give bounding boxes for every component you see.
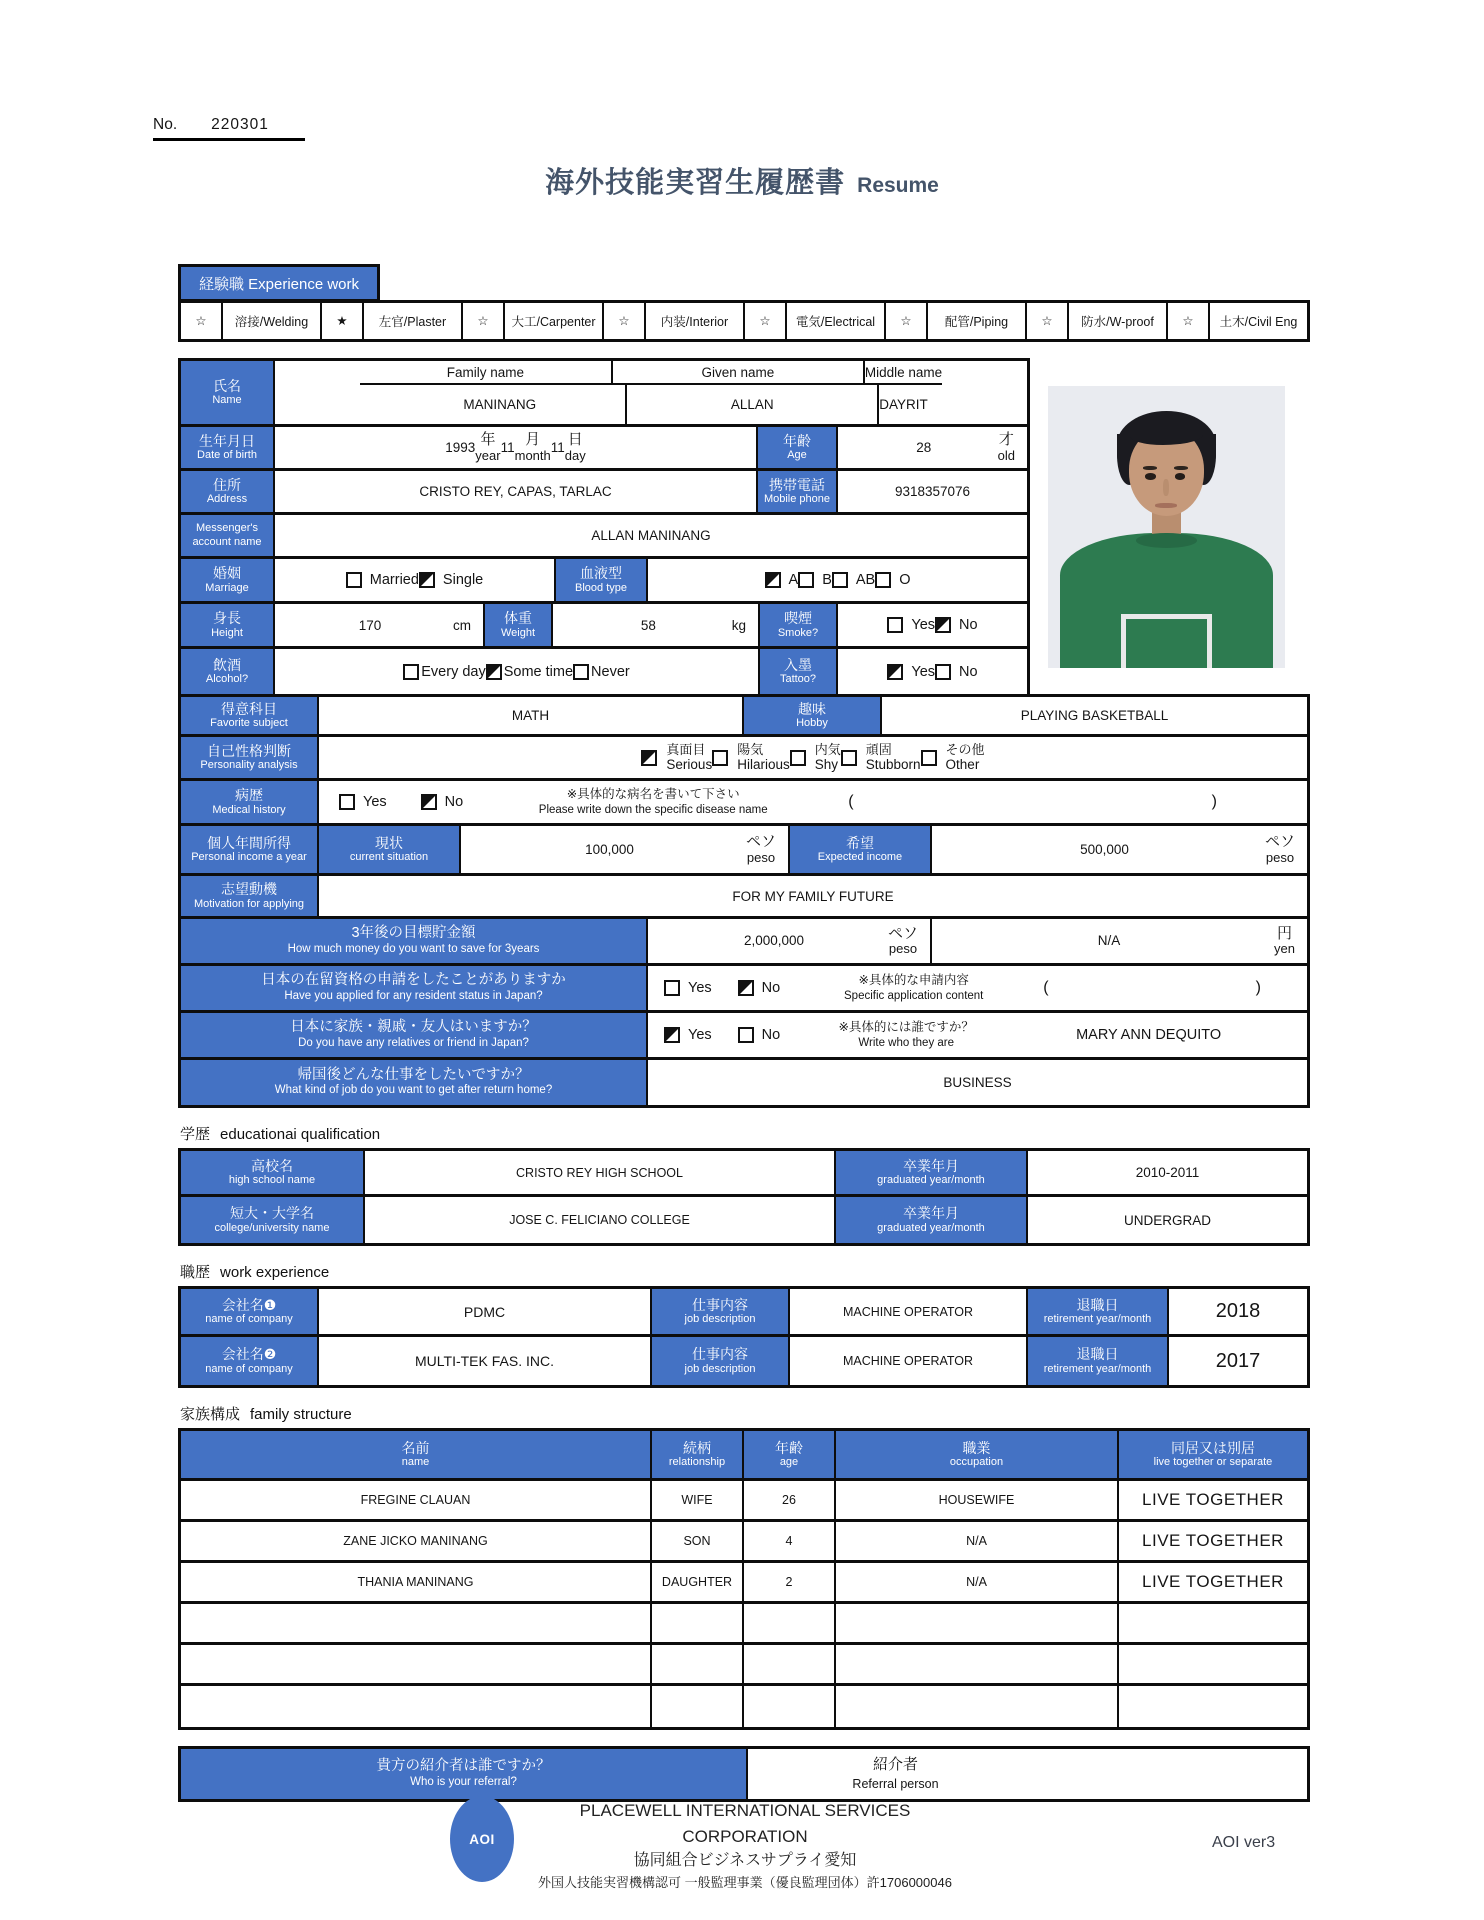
referral-person-cell: 紹介者 Referral person (748, 1749, 1307, 1799)
experience-label-carpenter: 大工/Carpenter (505, 303, 604, 339)
family-row-3: THANIA MANINANG DAUGHTER 2 N/A LIVE TOGETHER (181, 1563, 1307, 1604)
footer-company-info (520, 1798, 970, 1893)
personality-shy-checkbox (790, 750, 806, 766)
family-header-name: 名前 name (181, 1431, 652, 1478)
blood-b-checkbox (798, 572, 814, 588)
resident-no-checkbox (738, 980, 754, 996)
document-number (153, 116, 305, 141)
relatives-label: 日本に家族・親戚・友人はいますか？ Do you have any relatives or friend in Japan? (181, 1013, 648, 1057)
birth-day: 11 (550, 440, 565, 455)
details-table (178, 694, 1310, 1108)
married-checkbox (346, 572, 362, 588)
experience-label-welding: 溶接/Welding (223, 303, 322, 339)
smoke-label: 喫煙 Smoke? (760, 604, 838, 646)
college-grad-label: 卒業年月 graduated year/month (836, 1197, 1028, 1243)
star-checkbox-civil: ☆ (1168, 303, 1210, 339)
work-table (178, 1286, 1310, 1388)
medical-label: 病歴 Medical history (181, 781, 319, 823)
referral-label: 貴方の紹介者は誰ですか？ Who is your referral? (181, 1749, 748, 1799)
favorite-subject-value: MATH (319, 697, 744, 734)
family-name-value: MANINANG (374, 385, 627, 424)
relatives-no-checkbox (738, 1027, 754, 1043)
blood-a-checkbox (765, 572, 781, 588)
family-header-relationship: 続柄 relationship (652, 1431, 744, 1478)
star-checkbox-wproof: ☆ (1027, 303, 1069, 339)
main-content (178, 358, 1310, 1802)
mobile-value: 9318357076 (838, 471, 1027, 512)
savings-yen-value: N/A (1097, 933, 1121, 949)
income-expected-label: 希望 Expected income (790, 826, 932, 873)
family-name-header: Family name (360, 361, 613, 383)
referral-table (178, 1746, 1310, 1802)
height-value-cell: 170 cm (275, 604, 485, 646)
personality-other-checkbox (921, 750, 937, 766)
blood-type-options: A B AB O (648, 559, 1027, 601)
star-checkbox-welding: ☆ (181, 303, 223, 339)
personality-serious-checkbox (641, 750, 657, 766)
company1-value: PDMC (319, 1289, 652, 1334)
college-value: JOSE C. FELICIANO COLLEGE (365, 1197, 836, 1243)
given-name-header: Given name (613, 361, 865, 383)
resident-status-content: Yes No ※具体的な申請内容 Specific application content ( ) (648, 966, 1307, 1010)
income-expected-value-cell: 500,000 ペソ peso (932, 826, 1307, 873)
relatives-yes-checkbox (664, 1027, 680, 1043)
footer-license: 外国人技能実習機構認可 一般監理事業（優良監理団体）許1706000046 (538, 1875, 952, 1890)
high-school-grad-label: 卒業年月 graduated year/month (836, 1151, 1028, 1194)
footer-company-name: PLACEWELL INTERNATIONAL SERVICES CORPORATION (579, 1801, 911, 1846)
job2-label: 仕事内容 job description (652, 1337, 790, 1385)
family-row-5 (181, 1645, 1307, 1686)
page-title (0, 160, 1484, 201)
weight-label: 体重 Weight (485, 604, 553, 646)
height-label: 身長 Height (181, 604, 275, 646)
tattoo-options: Yes No (838, 649, 1027, 694)
document-number-value: 220301 (211, 116, 269, 133)
high-school-value: CRISTO REY HIGH SCHOOL (365, 1151, 836, 1194)
medical-yes-checkbox (339, 794, 355, 810)
single-checkbox (419, 572, 435, 588)
family-table (178, 1428, 1310, 1730)
income-current-value-cell: 100,000 ペソ peso (461, 826, 790, 873)
family-row-6 (181, 1686, 1307, 1727)
star-checkbox-carpenter: ☆ (463, 303, 505, 339)
family-header-living: 同居又は別居 live together or separate (1119, 1431, 1307, 1478)
given-name-value: ALLAN (627, 385, 879, 424)
middle-name-header: Middle name (864, 364, 943, 380)
height-value: 170 (358, 617, 382, 633)
birth-value: 1993 年 year 11 月 month 11 日 day (275, 427, 758, 468)
education-table (178, 1148, 1310, 1246)
marriage-label: 婚姻 Marriage (181, 559, 275, 601)
hobby-value: PLAYING BASKETBALL (882, 697, 1307, 734)
high-school-grad-value: 2010-2011 (1028, 1151, 1307, 1194)
star-checkbox-plaster: ★ (322, 303, 364, 339)
company1-label: 会社名❶ name of company (181, 1289, 319, 1334)
retirement1-value: 2018 (1169, 1289, 1307, 1334)
name-label: 氏名 Name (181, 361, 275, 424)
family-section-header: 家族構成 family structure (180, 1406, 352, 1423)
personality-label: 自己性格判断 Personality analysis (181, 737, 319, 778)
blood-ab-checkbox (832, 572, 848, 588)
motivation-value: FOR MY FAMILY FUTURE (319, 876, 1307, 916)
address-label: 住所 Address (181, 471, 275, 512)
relatives-content: Yes No ※具体的には誰ですか？ Write who they are MARY ANN DEQUITO (648, 1013, 1307, 1057)
savings-label: 3年後の目標貯金額 How much money do you want to save for 3years (181, 919, 648, 963)
personality-hilarious-checkbox (712, 750, 728, 766)
experience-label-electrical: 電気/Electrical (787, 303, 886, 339)
savings-peso-value: 2,000,000 (743, 933, 805, 949)
medical-no-checkbox (421, 794, 437, 810)
age-value: 28 (916, 439, 932, 455)
alcohol-everyday-checkbox (403, 664, 419, 680)
return-job-value: BUSINESS (648, 1060, 1307, 1105)
job1-value: MACHINE OPERATOR (790, 1289, 1028, 1334)
income-current-value: 100,000 (585, 841, 634, 857)
weight-value-cell: 58 kg (553, 604, 760, 646)
company2-label: 会社名❷ name of company (181, 1337, 319, 1385)
job1-label: 仕事内容 job description (652, 1289, 790, 1334)
page-title-jp: 海外技能実習生履歴書 (545, 167, 846, 199)
savings-yen-cell: N/A 円 yen (932, 919, 1307, 963)
family-row-1: FREGINE CLAUAN WIFE 26 HOUSEWIFE LIVE TOGETHER (181, 1481, 1307, 1522)
blood-o-checkbox (875, 572, 891, 588)
address-value: CRISTO REY, CAPAS, TARLAC (275, 471, 758, 512)
income-current-label: 現状 current situation (319, 826, 461, 873)
star-checkbox-piping: ☆ (886, 303, 928, 339)
experience-work-row (178, 300, 1310, 342)
medical-content: Yes No ※具体的な病名を書いて下さい Please write down the specific disease name ( ) (319, 781, 1307, 823)
page-title-en: Resume (857, 174, 939, 197)
high-school-label: 高校名 high school name (181, 1151, 365, 1194)
star-checkbox-electrical: ☆ (745, 303, 787, 339)
alcohol-never-checkbox (573, 664, 589, 680)
family-row-2: ZANE JICKO MANINANG SON 4 N/A LIVE TOGETHER (181, 1522, 1307, 1563)
experience-label-wproof: 防水/W-proof (1069, 303, 1168, 339)
income-label: 個人年間所得 Personal income a year (181, 826, 319, 873)
experience-work-tab: 経験職 Experience work (178, 264, 380, 302)
college-grad-value: UNDERGRAD (1028, 1197, 1307, 1243)
hobby-label: 趣味 Hobby (744, 697, 882, 734)
star-checkbox-interior: ☆ (604, 303, 646, 339)
birth-label: 生年月日 Date of birth (181, 427, 275, 468)
smoke-no-checkbox (935, 617, 951, 633)
middle-name-value: DAYRIT (879, 397, 928, 412)
marriage-options: Married Single (275, 559, 556, 601)
retirement2-label: 退職日 retirement year/month (1028, 1337, 1169, 1385)
retirement1-label: 退職日 retirement year/month (1028, 1289, 1169, 1334)
smoke-options: Yes No (838, 604, 1027, 646)
resident-yes-checkbox (664, 980, 680, 996)
weight-value: 58 (640, 617, 656, 633)
age-value-cell: 28 才 old (838, 427, 1027, 468)
experience-label-piping: 配管/Piping (928, 303, 1027, 339)
tattoo-no-checkbox (935, 664, 951, 680)
alcohol-label: 飲酒 Alcohol? (181, 649, 275, 694)
experience-label-plaster: 左官/Plaster (364, 303, 463, 339)
birth-year: 1993 (445, 440, 476, 455)
blood-type-label: 血液型 Blood type (556, 559, 648, 601)
personal-info-table (178, 358, 1030, 697)
education-section-header: 学歴 educationai qualification (180, 1126, 381, 1143)
messenger-value: ALLAN MANINANG (275, 515, 1027, 556)
return-job-label: 帰国後どんな仕事をしたいですか？ What kind of job do you want to get after return home? (181, 1060, 648, 1105)
family-header-occupation: 職業 occupation (836, 1431, 1119, 1478)
income-expected-value: 500,000 (1080, 841, 1129, 857)
college-label: 短大・大学名 college/university name (181, 1197, 365, 1243)
messenger-label: Messenger's account name (181, 515, 275, 556)
family-row-4 (181, 1604, 1307, 1645)
work-section-header: 職歴 work experience (180, 1264, 330, 1281)
retirement2-value: 2017 (1169, 1337, 1307, 1385)
alcohol-sometime-checkbox (486, 664, 502, 680)
tattoo-yes-checkbox (887, 664, 903, 680)
smoke-yes-checkbox (887, 617, 903, 633)
aoi-logo: AOI (450, 1796, 514, 1882)
age-label: 年齢 Age (758, 427, 838, 468)
document-number-label: No. (153, 116, 178, 133)
footer-version: AOI ver3 (1212, 1834, 1276, 1851)
personality-stubborn-checkbox (841, 750, 857, 766)
resident-status-label: 日本の在留資格の申請をしたことがありますか Have you applied for any resident status in Japan? (181, 966, 648, 1010)
experience-label-interior: 内装/Interior (646, 303, 745, 339)
tattoo-label: 入墨 Tattoo? (760, 649, 838, 694)
mobile-label: 携帯電話 Mobile phone (758, 471, 838, 512)
personality-options: 真面目 Serious 陽気 Hilarious 内気 Shy 頑固 Stubborn その他 Other (319, 737, 1307, 778)
footer-company-name-jp: 協同組合ビジネスサプライ愛知 (633, 1852, 857, 1869)
savings-peso-cell: 2,000,000 ペソ peso (648, 919, 932, 963)
alcohol-options: Every day Some time Never (275, 649, 760, 694)
favorite-subject-label: 得意科目 Favorite subject (181, 697, 319, 734)
experience-label-civil: 土木/Civil Eng (1219, 315, 1298, 329)
birth-month: 11 (500, 440, 515, 455)
job2-value: MACHINE OPERATOR (790, 1337, 1028, 1385)
relatives-value: MARY ANN DEQUITO (1076, 1027, 1222, 1043)
motivation-label: 志望動機 Motivation for applying (181, 876, 319, 916)
company2-value: MULTI-TEK FAS. INC. (319, 1337, 652, 1385)
family-header-age: 年齢 age (744, 1431, 836, 1478)
